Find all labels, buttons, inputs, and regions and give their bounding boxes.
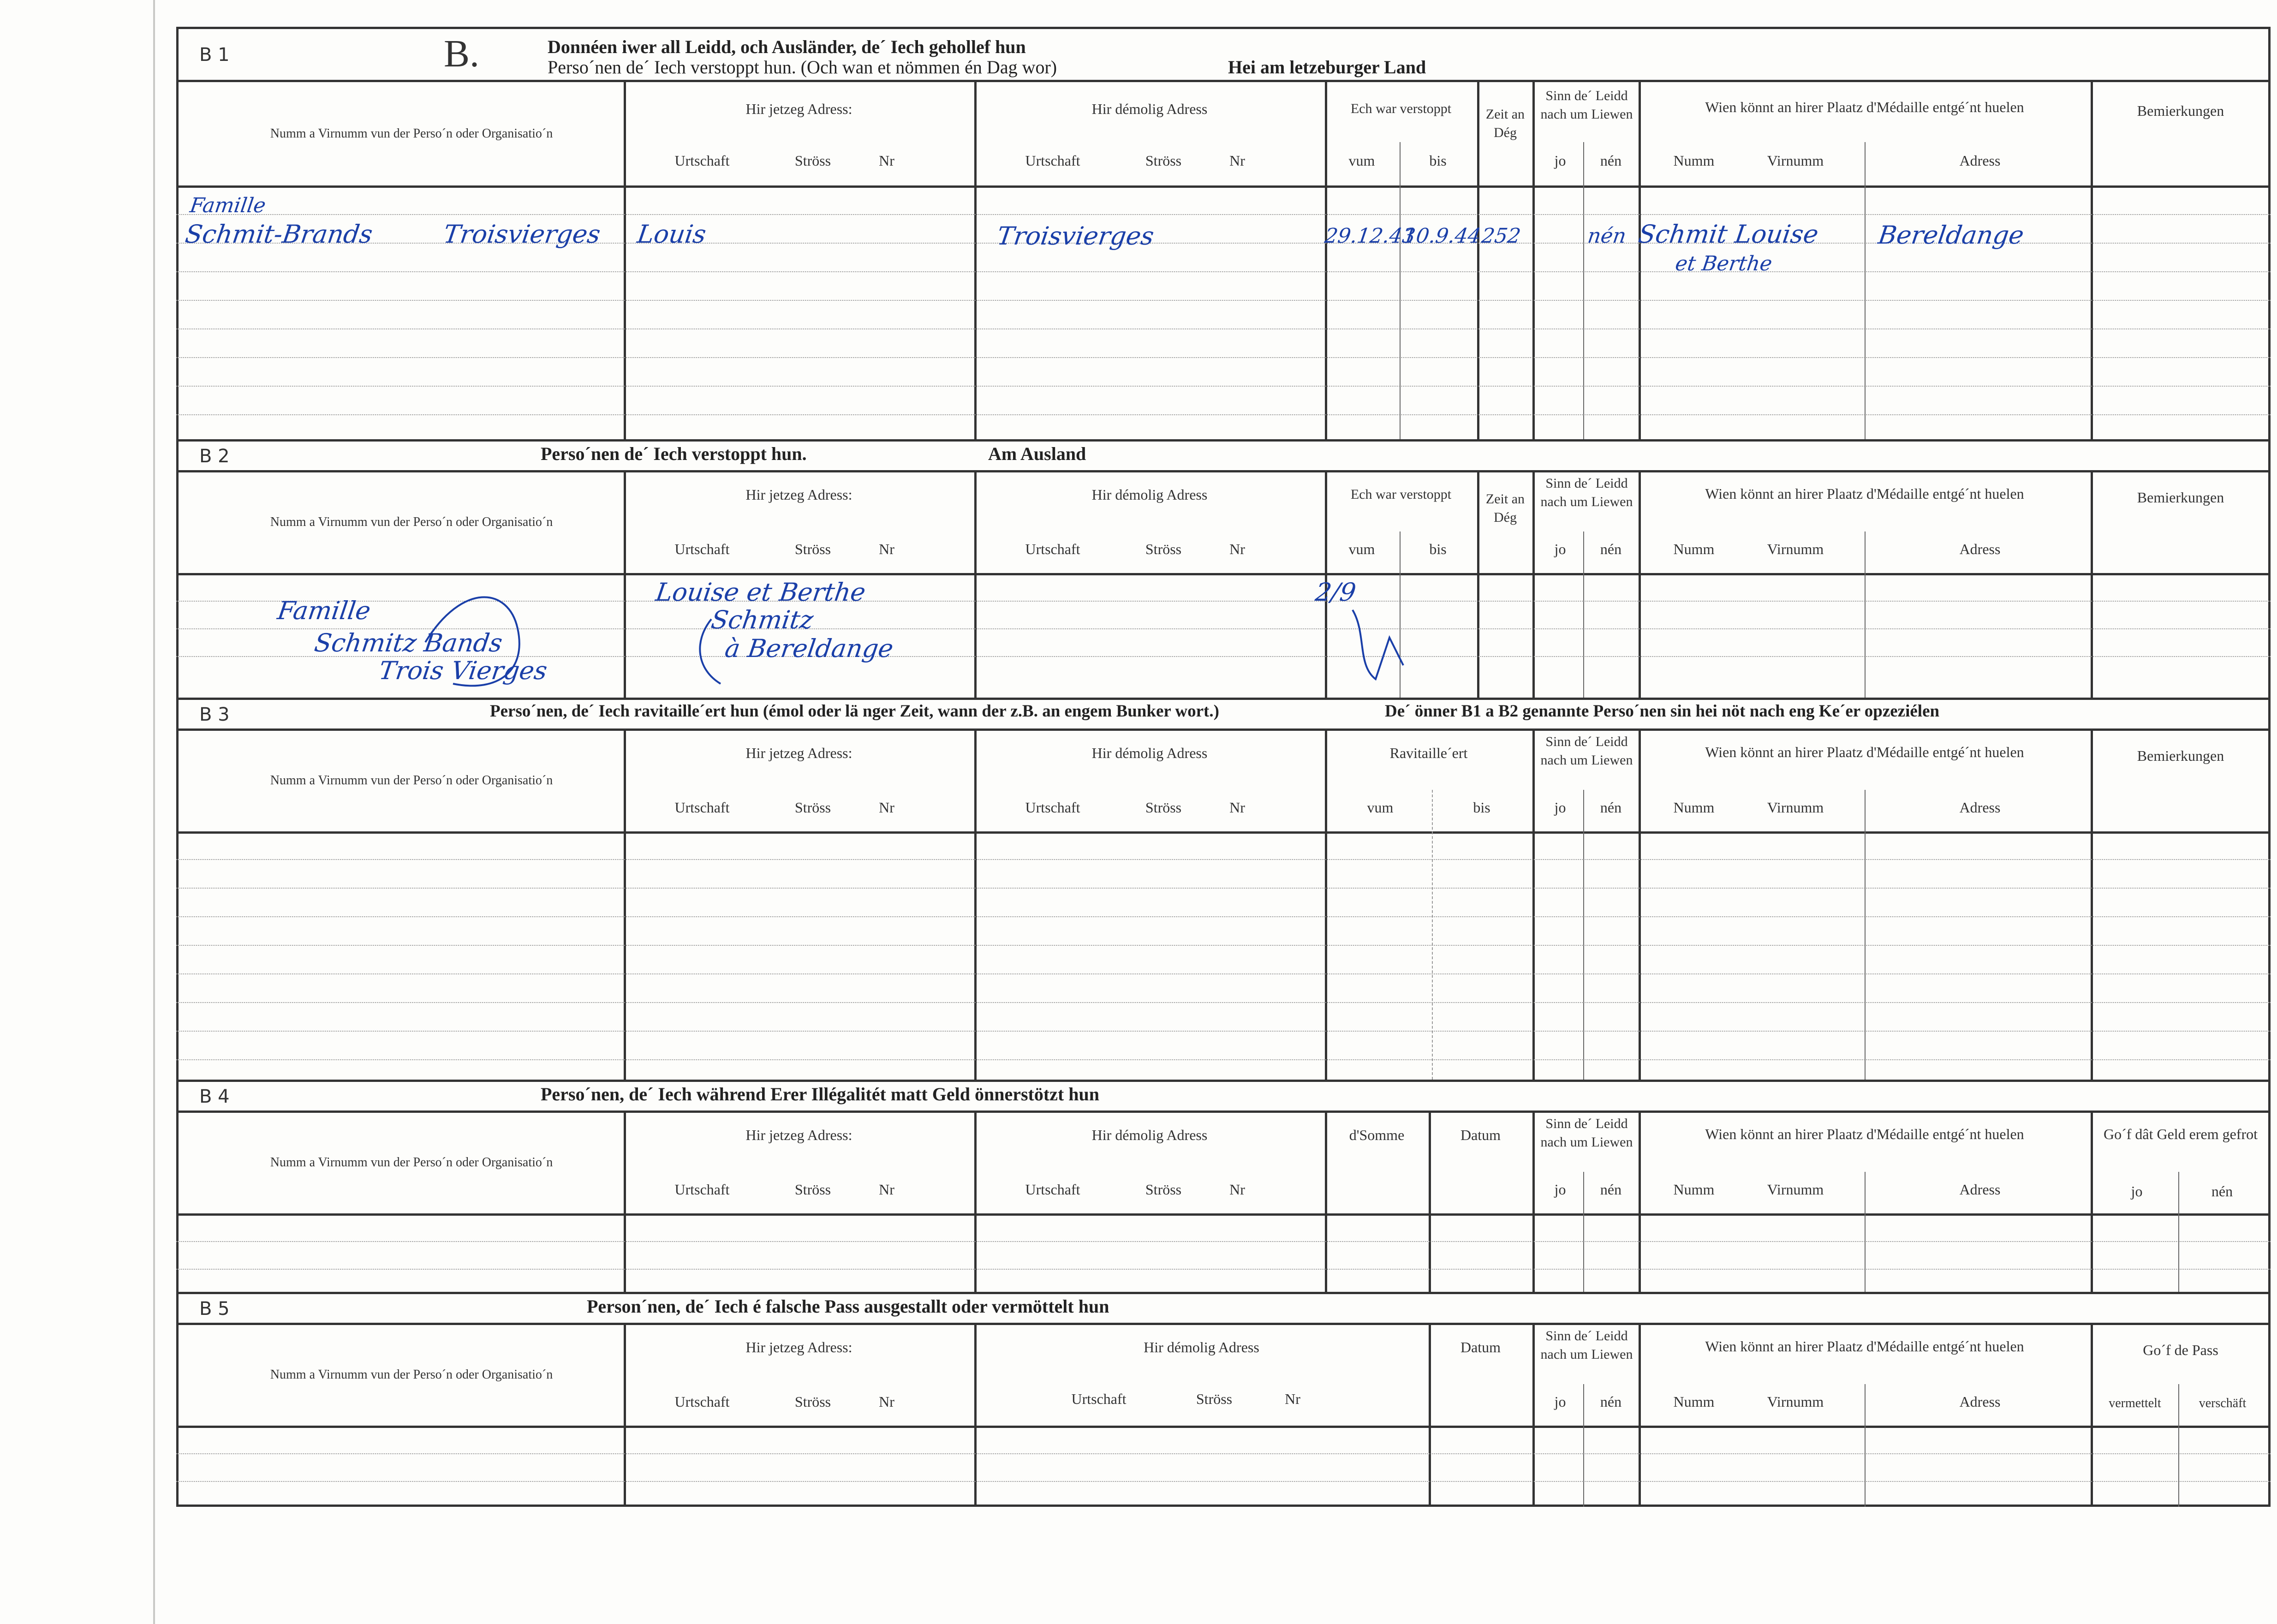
header-medal-name: Numm xyxy=(1673,541,1715,557)
header-name: Numm a Virnumm vun der Perso´n oder Organisatio´n xyxy=(270,515,553,529)
header-yes: jo xyxy=(1554,152,1566,169)
header-to: bis xyxy=(1429,541,1447,557)
handwritten-medal-name: Schmit Louise xyxy=(1636,220,1820,249)
header-to: bis xyxy=(1473,799,1490,816)
header-medal-address: Adress xyxy=(1959,541,2001,557)
header-town: Urtschaft xyxy=(674,541,730,557)
header-alive: Sinn de´ Leidd nach um Liewen xyxy=(1540,476,1633,509)
header-former-address: Hir démolig Adress xyxy=(1091,101,1208,117)
handwritten-name-line1: Famille xyxy=(275,596,373,625)
header-town: Urtschaft xyxy=(674,1181,730,1198)
header-street: Ströss xyxy=(1145,1181,1182,1198)
section-code: B 5 xyxy=(199,1298,230,1320)
handwritten-current-line3: à Bereldange xyxy=(723,634,895,663)
header-pass-given: Go´f de Pass xyxy=(2143,1342,2218,1358)
header-alive: Sinn de´ Leidd nach um Liewen xyxy=(1540,88,1633,122)
header-street: Ströss xyxy=(1145,799,1182,816)
header-days: Zeit an Dég xyxy=(1485,491,1525,525)
header-street: Ströss xyxy=(794,152,831,169)
header-medal: Wien könnt an hirer Plaatz d'Médaille entgé´nt huelen xyxy=(1705,99,2024,115)
header-pass-issued: verschäft xyxy=(2199,1396,2247,1410)
section-title: Person´nen, de´ Iech é falsche Pass ausgestallt oder vermöttelt hun xyxy=(587,1296,1109,1317)
section-code: B 3 xyxy=(199,704,230,725)
header-medal-firstname: Virnumm xyxy=(1767,799,1824,816)
header-town: Urtschaft xyxy=(1025,541,1080,557)
header-current-address: Hir jetzeg Adress: xyxy=(745,1339,852,1355)
section-title-line1: Donnéen iwer all Leidd, och Ausländer, de´ Iech gehollef hun xyxy=(548,36,1026,57)
section-b1 xyxy=(176,27,2271,439)
header-medal-firstname: Virnumm xyxy=(1767,1393,1824,1410)
header-town: Urtschaft xyxy=(674,1393,730,1410)
header-sum: d'Somme xyxy=(1349,1127,1405,1143)
header-nr: Nr xyxy=(1229,1181,1245,1198)
handwritten-from-date: 29.12.43 xyxy=(1323,224,1417,248)
header-nr: Nr xyxy=(879,799,894,816)
header-medal-address: Adress xyxy=(1959,1181,2001,1198)
header-medal-address: Adress xyxy=(1959,1393,2001,1410)
header-no: nén xyxy=(1600,1181,1622,1198)
header-town: Urtschaft xyxy=(674,799,730,816)
header-nr: Nr xyxy=(1229,541,1245,557)
header-hidden: Ech war verstoppt xyxy=(1350,487,1452,502)
header-alive: Sinn de´ Leidd nach um Liewen xyxy=(1540,734,1633,768)
section-title: Perso´nen de´ Iech verstoppt hun. xyxy=(541,443,807,464)
header-former-address: Hir démolig Adress xyxy=(1091,486,1208,503)
header-medal-firstname: Virnumm xyxy=(1767,152,1824,169)
header-former-address: Hir démolig Adress xyxy=(1091,1127,1208,1143)
header-medal-address: Adress xyxy=(1959,152,2001,169)
header-from: vum xyxy=(1348,541,1375,557)
header-yes: jo xyxy=(1554,541,1566,557)
header-to: bis xyxy=(1429,152,1447,169)
header-medal-firstname: Virnumm xyxy=(1767,1181,1824,1198)
header-nr: Nr xyxy=(879,1181,894,1198)
header-from: vum xyxy=(1367,799,1394,816)
header-from: vum xyxy=(1348,152,1375,169)
handwritten-scribbles xyxy=(176,573,1606,698)
header-street: Ströss xyxy=(794,541,831,557)
handwritten-name-line2: Schmit-Brands xyxy=(183,220,375,249)
header-pass-mediated: vermettelt xyxy=(2109,1396,2161,1410)
header-remarks: Bemierkungen xyxy=(2137,102,2224,119)
header-street: Ströss xyxy=(794,1393,831,1410)
header-current-address: Hir jetzeg Adress: xyxy=(745,745,852,761)
page-fold-edge xyxy=(153,0,155,1624)
header-money-returned: Go´f dât Geld erem gefrot xyxy=(2103,1126,2258,1142)
handwritten-current-line2: Schmitz xyxy=(709,605,816,634)
header-town: Urtschaft xyxy=(1025,152,1080,169)
header-no: nén xyxy=(1600,799,1622,816)
header-hidden: Ech war verstoppt xyxy=(1350,101,1452,116)
section-title: Perso´nen, de´ Iech während Erer Illégalitét matt Geld önnerstötzt hun xyxy=(541,1084,1099,1105)
handwritten-medal-name2: et Berthe xyxy=(1674,252,1774,275)
header-no: nén xyxy=(1600,152,1622,169)
header-former-address: Hir démolig Adress xyxy=(1091,745,1208,761)
section-title: Perso´nen, de´ Iech ravitaille´ert hun (émol oder lä nger Zeit, wann der z.B. an engem Bunker wort.) xyxy=(490,702,1219,721)
header-yes: jo xyxy=(1554,1181,1566,1198)
header-remarks: Bemierkungen xyxy=(2137,489,2224,506)
section-title-place: Hei am letzeburger Land xyxy=(1228,57,1426,78)
header-medal-address: Adress xyxy=(1959,799,2001,816)
header-nr: Nr xyxy=(1229,152,1245,169)
section-title-place: Am Ausland xyxy=(988,443,1086,464)
handwritten-to-date: 10.9.44 xyxy=(1401,224,1483,248)
header-medal-name: Numm xyxy=(1673,799,1715,816)
header-street: Ströss xyxy=(1145,152,1182,169)
header-nr: Nr xyxy=(879,541,894,557)
header-yes: jo xyxy=(1554,1393,1566,1410)
header-medal-firstname: Virnumm xyxy=(1767,541,1824,557)
header-medal: Wien könnt an hirer Plaatz d'Médaille entgé´nt huelen xyxy=(1705,485,2024,502)
header-street: Ströss xyxy=(794,1181,831,1198)
handwritten-hidden-note: 2/9 xyxy=(1313,578,1358,607)
section-b5 xyxy=(176,1292,2271,1507)
section-b4 xyxy=(176,1080,2271,1292)
header-nr: Nr xyxy=(1229,799,1245,816)
header-alive: Sinn de´ Leidd nach um Liewen xyxy=(1540,1328,1633,1362)
header-no: nén xyxy=(2211,1183,2233,1200)
header-date: Datum xyxy=(1460,1127,1501,1143)
header-town: Urtschaft xyxy=(1025,1181,1080,1198)
header-town: Urtschaft xyxy=(674,152,730,169)
section-code: B 1 xyxy=(199,44,230,66)
header-medal-name: Numm xyxy=(1673,1393,1715,1410)
header-no: nén xyxy=(1600,1393,1622,1410)
header-name: Numm a Virnumm vun der Perso´n oder Organisatio´n xyxy=(270,1367,553,1382)
handwritten-alive-no: nén xyxy=(1586,224,1628,248)
section-title-note: De´ önner B1 a B2 genannte Perso´nen sin hei nöt nach eng Ke´er opzeziélen xyxy=(1385,702,1940,721)
header-town: Urtschaft xyxy=(1025,799,1080,816)
header-former-address: Hir démolig Adress xyxy=(1144,1339,1259,1355)
header-medal: Wien könnt an hirer Plaatz d'Médaille entgé´nt huelen xyxy=(1705,1338,2024,1355)
handwritten-name-line3: Trois Vierges xyxy=(377,656,549,685)
header-name: Numm a Virnumm vun der Perso´n oder Organisatio´n xyxy=(270,1155,553,1170)
section-code: B 4 xyxy=(199,1086,230,1107)
handwritten-medal-address: Bereldange xyxy=(1876,221,2026,250)
header-town: Urtschaft xyxy=(1071,1391,1127,1407)
handwritten-former-address: Troisvierges xyxy=(995,221,1156,251)
handwritten-current-line1: Louise et Berthe xyxy=(654,578,868,607)
header-street: Ströss xyxy=(794,799,831,816)
header-current-address: Hir jetzeg Adress: xyxy=(745,1127,852,1143)
handwritten-current-address: Louis xyxy=(635,220,708,249)
handwritten-days: 252 xyxy=(1480,224,1522,248)
header-current-address: Hir jetzeg Adress: xyxy=(745,101,852,117)
header-nr: Nr xyxy=(879,152,894,169)
header-medal-name: Numm xyxy=(1673,1181,1715,1198)
section-code: B 2 xyxy=(199,446,230,467)
header-nr: Nr xyxy=(1285,1391,1300,1407)
header-street: Ströss xyxy=(1145,541,1182,557)
handwritten-name-line1: Famille xyxy=(188,194,268,217)
header-no: nén xyxy=(1600,541,1622,557)
header-alive: Sinn de´ Leidd nach um Liewen xyxy=(1540,1116,1633,1150)
header-supplied: Ravitaille´ert xyxy=(1389,745,1468,761)
header-medal: Wien könnt an hirer Plaatz d'Médaille entgé´nt huelen xyxy=(1705,744,2024,760)
header-street: Ströss xyxy=(1196,1391,1233,1407)
header-name: Numm a Virnumm vun der Perso´n oder Organisatio´n xyxy=(270,773,553,788)
header-name: Numm a Virnumm vun der Perso´n oder Organisatio´n xyxy=(270,126,553,141)
header-date: Datum xyxy=(1460,1339,1501,1355)
header-remarks: Bemierkungen xyxy=(2137,747,2224,764)
header-nr: Nr xyxy=(879,1393,894,1410)
section-b3 xyxy=(176,698,2271,1080)
section-letter: B. xyxy=(444,32,480,75)
header-medal-name: Numm xyxy=(1673,152,1715,169)
header-yes: jo xyxy=(1554,799,1566,816)
section-b2 xyxy=(176,439,2271,698)
header-medal: Wien könnt an hirer Plaatz d'Médaille entgé´nt huelen xyxy=(1705,1126,2024,1142)
header-yes: jo xyxy=(2131,1183,2143,1200)
header-days: Zeit an Dég xyxy=(1485,107,1525,140)
handwritten-name-line2: Schmitz Bands xyxy=(312,628,505,657)
section-title-line2: Perso´nen de´ Iech verstoppt hun. (Och wan et nömmen én Dag wor) xyxy=(548,57,1057,78)
handwritten-name-town: Troisvierges xyxy=(441,220,602,249)
header-current-address: Hir jetzeg Adress: xyxy=(745,486,852,503)
